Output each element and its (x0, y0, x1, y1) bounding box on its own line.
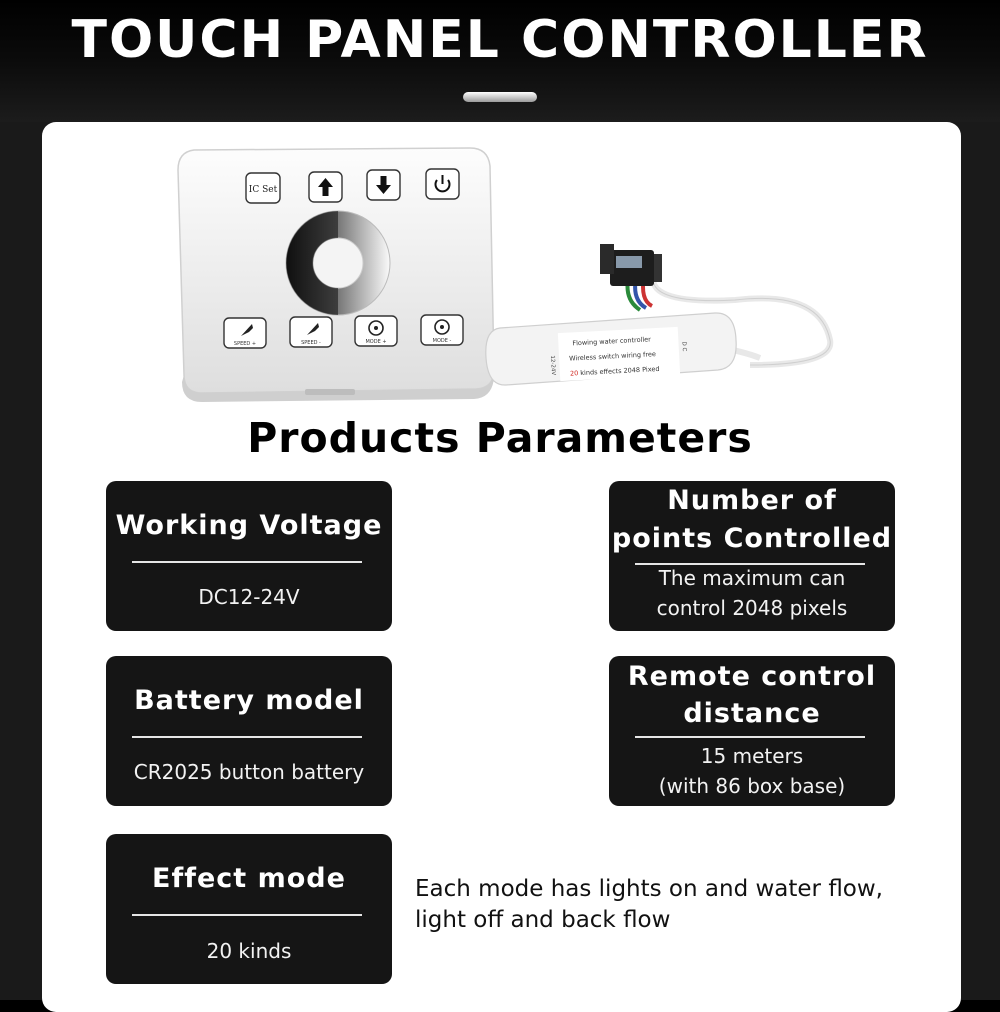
controller-label-line2: Wireless switch wiring free (568, 350, 657, 363)
param-title: Working Voltage (115, 510, 383, 541)
param-working-voltage (106, 481, 392, 631)
mode-up-label: MODE + (365, 339, 387, 345)
param-title: Battery model (134, 685, 364, 716)
controller-label-line3: kinds effects 2048 Pixed (578, 364, 660, 378)
mode-up-button (355, 316, 397, 346)
effect-description-line2: light off and back flow (415, 907, 671, 933)
divider (132, 914, 362, 916)
controller-label-number: 20 (569, 369, 579, 378)
speed-down-button (290, 317, 332, 347)
controller-side-label-left: 12-24V (548, 355, 557, 376)
product-illustration (170, 140, 850, 405)
param-title-line2: points Controlled (611, 523, 893, 554)
effect-description-line1: Each mode has lights on and water flow, (415, 876, 883, 902)
mode-down-label: MODE - (432, 338, 452, 344)
connector-plug (600, 244, 662, 286)
param-points-controlled (609, 481, 895, 631)
param-value-line2: (with 86 box base) (658, 774, 846, 798)
page-title: TOUCH PANEL CONTROLLER (71, 10, 929, 70)
power-button (426, 169, 459, 199)
effect-mode-description (415, 874, 935, 936)
header-banner (0, 0, 1000, 122)
touch-ring (286, 211, 390, 315)
param-value: CR2025 button battery (133, 760, 365, 784)
param-title-line1: Number of (667, 485, 837, 516)
touch-panel (178, 148, 494, 402)
arrow-down-button (367, 170, 400, 200)
mode-down-button (421, 315, 463, 345)
ic-set-label: IC Set (248, 185, 278, 195)
param-value-line1: The maximum can (658, 566, 846, 590)
param-battery-model (106, 656, 392, 806)
ic-set-button (246, 173, 280, 203)
param-remote-distance (609, 656, 895, 806)
section-title: Products Parameters (247, 414, 753, 462)
speed-up-button (224, 318, 266, 348)
title-underline-bar (463, 92, 537, 102)
param-value: 20 kinds (206, 939, 292, 963)
divider (132, 736, 362, 738)
divider (635, 736, 865, 738)
speed-up-label: SPEED + (233, 341, 257, 347)
param-value-line1: 15 meters (700, 744, 804, 768)
divider (132, 561, 362, 563)
param-value: DC12-24V (198, 585, 300, 609)
param-title-line1: Remote control (627, 661, 877, 692)
speed-down-label: SPEED - (301, 340, 321, 346)
param-value-line2: control 2048 pixels (656, 596, 848, 620)
param-title: Effect mode (152, 863, 346, 894)
arrow-up-button (309, 172, 342, 202)
pixel-controller-module (486, 244, 831, 385)
controller-side-label-right: D C (680, 341, 687, 352)
controller-label-line1: Flowing water controller (572, 335, 652, 348)
param-title-line2: distance (683, 698, 821, 729)
param-effect-mode (106, 834, 392, 984)
